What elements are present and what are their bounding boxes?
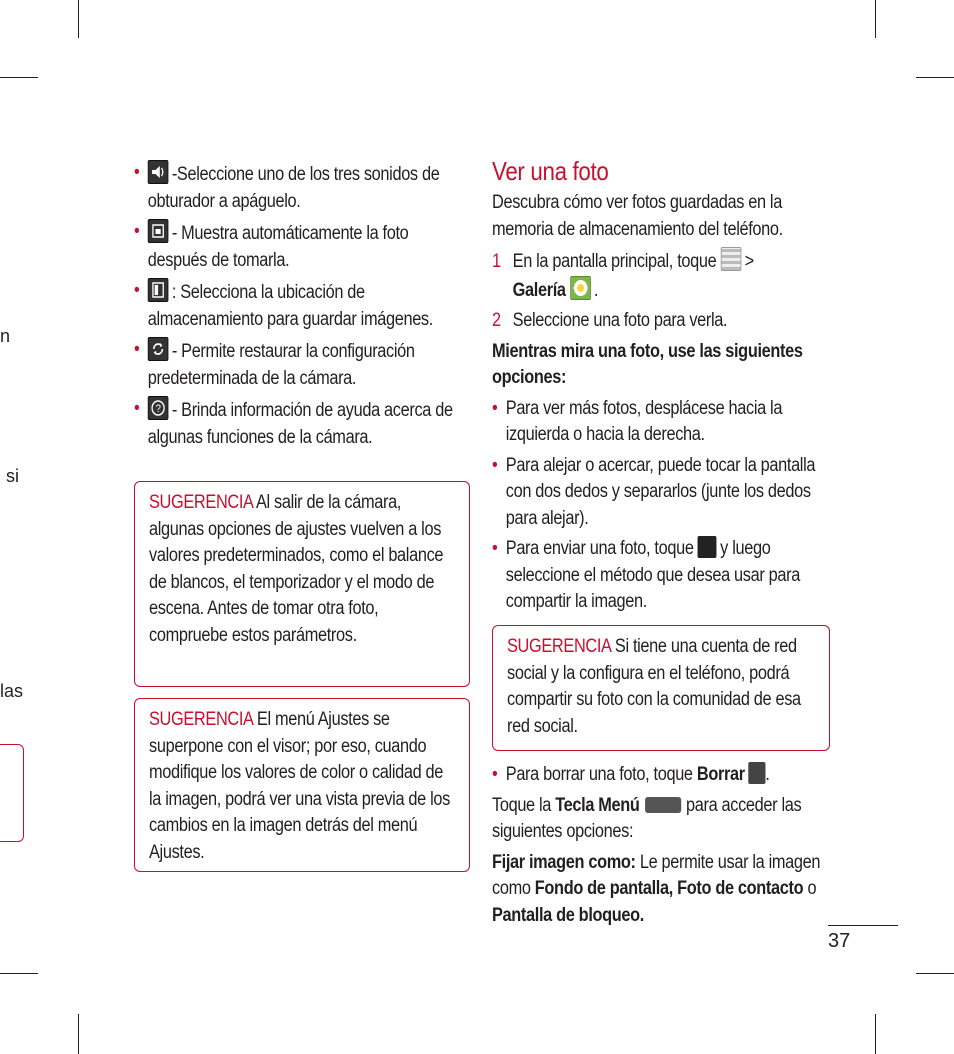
reset-icon: [148, 337, 169, 361]
options-heading: Mientras mira una foto, use las siguientes opciones:: [492, 340, 803, 388]
bullet-text: Para enviar una foto, toque: [505, 538, 694, 559]
list-item: [492, 762, 829, 789]
crop-mark: [78, 0, 79, 38]
set-as-label: Fijar imagen como:: [492, 851, 636, 873]
lockscreen-option: Pantalla de bloqueo.: [492, 904, 645, 926]
list-item: [492, 453, 829, 533]
tip-label: SUGERENCIA: [149, 492, 253, 513]
tip-label: SUGERENCIA: [507, 636, 611, 657]
set-as-text: Le permite usar la imagen como: [492, 851, 821, 899]
bullet-text: y luego seleccione el método que desea usar para compartir la imagen.: [505, 538, 800, 612]
apps-grid-icon[interactable]: [721, 247, 742, 271]
edge-fragment: n: [0, 326, 11, 346]
step-item: [492, 247, 829, 304]
list-item: [492, 396, 829, 449]
tip-box: [134, 698, 470, 872]
list-item: [134, 337, 468, 392]
step-number: 2: [492, 310, 501, 331]
tip-text: Al salir de la cámara, algunas opciones de ajustes vuelven a los valores predeterminados, como el balance de blancos, el temporizador y el modo de escena. Antes de tomar otra foto, compruebe estos parámetros.: [149, 492, 444, 646]
crop-mark: [875, 0, 876, 38]
help-icon: [148, 396, 169, 420]
storage-icon: [148, 278, 169, 302]
right-column: [492, 156, 829, 620]
step-text: En la pantalla principal, toque: [512, 251, 717, 272]
bullet-text: .: [765, 764, 770, 785]
step-text: >: [744, 251, 754, 272]
intro-text: Descubra cómo ver fotos guardadas en la memoria de almacenamiento del teléfono.: [492, 192, 783, 240]
bullet-text: Para borrar una foto, toque: [505, 764, 697, 785]
menu-text: para acceder las siguientes opciones:: [492, 794, 802, 842]
bullet-text: Para ver más fotos, desplácese hacia la izquierda o hacia la derecha.: [505, 397, 783, 445]
delete-label: Borrar: [696, 764, 745, 785]
shutter-sound-icon: [148, 160, 169, 184]
crop-mark: [916, 973, 954, 974]
crop-mark: [0, 77, 38, 78]
list-item: [134, 396, 468, 451]
auto-review-icon: [148, 219, 169, 243]
bullet-text: Para alejar o acercar, puede tocar la pantalla con dos dedos y separarlos (junte los dedos para alejar).: [505, 454, 816, 529]
edge-fragment: si: [6, 466, 19, 486]
tip-label: SUGERENCIA: [149, 709, 253, 730]
crop-mark: [78, 1014, 79, 1054]
list-item: [492, 536, 829, 616]
svg-text:?: • ?: [155, 403, 161, 416]
bullet-text: - Brinda información de ayuda acerca de algunas funciones de la cámara.: [147, 400, 453, 448]
left-column: [134, 160, 468, 455]
bullet-text: -Seleccione uno de los tres sonidos de obturador a apáguelo.: [147, 164, 440, 212]
tip-box: [492, 625, 830, 751]
bullet-text: - Muestra automáticamente la foto después de tomarla.: [147, 223, 409, 271]
right-column-lower: [492, 762, 829, 929]
tip-box: [134, 481, 470, 687]
list-item: [134, 278, 468, 333]
crop-mark: [875, 1014, 876, 1054]
edge-tip-box: [0, 744, 24, 842]
page-number: 37: [828, 930, 851, 952]
step-text: .: [593, 279, 599, 301]
set-as-text: o: [803, 878, 817, 899]
gallery-label: Galería: [512, 279, 566, 301]
menu-key-icon[interactable]: [645, 797, 681, 813]
gallery-icon[interactable]: [570, 276, 591, 300]
wallpaper-option: Fondo de pantalla, Foto de contacto: [534, 878, 804, 899]
tip-text: El menú Ajustes se superpone con el visor; por eso, cuando modifique los valores de color o calidad de la imagen, podrá ver una vista previa de los cambios en la imagen detrás del menú Ajustes.: [149, 709, 450, 863]
page-number-rule: [828, 925, 898, 926]
edge-fragment: las: [0, 681, 24, 701]
menu-key-label: Tecla Menú: [555, 794, 640, 816]
share-icon[interactable]: [698, 536, 717, 558]
tip-text: Si tiene una cuenta de red social y la configura en el teléfono, podrá compartir su foto con la comunidad de esa red social.: [507, 636, 801, 737]
crop-mark: [916, 77, 954, 78]
bullet-text: : Selecciona la ubicación de almacenamiento para guardar imágenes.: [147, 282, 433, 330]
step-number: 1: [492, 251, 501, 272]
list-item: [134, 160, 468, 215]
trash-icon[interactable]: [748, 762, 765, 784]
crop-mark: [0, 973, 38, 974]
step-item: [492, 308, 829, 335]
list-item: [134, 219, 468, 274]
section-heading: Ver una foto: [492, 156, 609, 186]
menu-text: Toque la: [492, 794, 556, 816]
step-text: Seleccione una foto para verla.: [512, 310, 728, 331]
bullet-text: - Permite restaurar la configuración predeterminada de la cámara.: [147, 341, 415, 389]
